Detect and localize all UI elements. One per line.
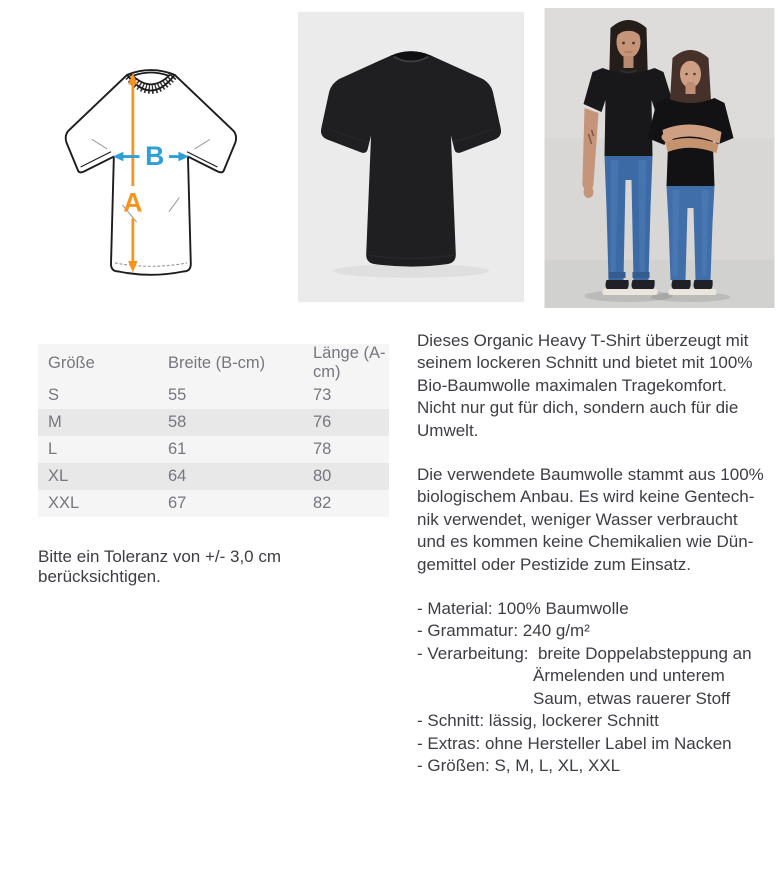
cell-width: 55 bbox=[158, 382, 303, 409]
product-specs-list bbox=[417, 598, 769, 777]
size-diagram-image[interactable] bbox=[16, 8, 282, 308]
cell-width: 64 bbox=[158, 463, 303, 490]
spec-line: - Grammatur: 240 g/m² bbox=[417, 621, 590, 641]
column-header-width: Breite (B-cm) bbox=[158, 344, 303, 382]
models-photo[interactable] bbox=[544, 8, 775, 308]
column-header-length: Länge (A-cm) bbox=[303, 344, 389, 382]
size-table-row bbox=[38, 463, 389, 490]
product-info-section bbox=[0, 331, 777, 777]
label-b: B bbox=[145, 141, 165, 172]
description-line: gemittel oder Pestizide zum Einsatz. bbox=[417, 554, 692, 574]
size-table-row bbox=[38, 436, 389, 463]
tolerance-note: Bitte ein Toleranz von +/- 3,0 cm berücksichtigen. bbox=[38, 547, 282, 586]
size-table-row bbox=[38, 490, 389, 517]
size-table-row bbox=[38, 409, 389, 436]
product-photo[interactable] bbox=[298, 8, 524, 306]
cell-length: 80 bbox=[303, 463, 389, 490]
spec-line: - Material: 100% Baumwolle bbox=[417, 599, 629, 619]
column-header-size: Größe bbox=[38, 344, 158, 382]
spec-line: Saum, etwas rauerer Stoff bbox=[533, 688, 731, 708]
cell-size: XXL bbox=[38, 490, 158, 517]
cell-length: 78 bbox=[303, 436, 389, 463]
description-paragraph-1 bbox=[417, 330, 769, 442]
description-line: Die verwendete Baumwolle stammt aus 100% bbox=[417, 465, 764, 485]
description-line: und es kommen keine Chemikalien wie Dün- bbox=[417, 532, 754, 552]
description-paragraph-2 bbox=[417, 464, 769, 576]
cell-size: L bbox=[38, 436, 158, 463]
spec-line: - Extras: ohne Hersteller Label im Nacken bbox=[417, 733, 732, 753]
cell-width: 58 bbox=[158, 409, 303, 436]
size-chart-column bbox=[38, 344, 389, 587]
description-line: Bio-Baumwolle maximalen Tragekomfort. bbox=[417, 375, 727, 395]
size-table bbox=[38, 344, 389, 517]
size-table-header-row bbox=[38, 344, 389, 382]
black-tshirt-photo bbox=[298, 8, 524, 306]
description-line: seinem lockeren Schnitt und bietet mit 100% bbox=[417, 353, 753, 373]
spec-line: - Größen: S, M, L, XL, XXL bbox=[417, 755, 621, 775]
tshirt-measurement-diagram bbox=[35, 42, 263, 292]
cell-length: 73 bbox=[303, 382, 389, 409]
description-line: Nicht nur gut für dich, sondern auch für die bbox=[417, 398, 739, 418]
product-description bbox=[417, 330, 769, 777]
cell-length: 82 bbox=[303, 490, 389, 517]
description-line: Dieses Organic Heavy T-Shirt überzeugt mit bbox=[417, 331, 749, 350]
cell-size: M bbox=[38, 409, 158, 436]
spec-line: - Schnitt: lässig, lockerer Schnitt bbox=[417, 711, 659, 731]
label-a: A bbox=[123, 187, 143, 218]
spec-line: - Verarbeitung: breite Doppelabsteppung an bbox=[417, 643, 752, 663]
cell-size: XL bbox=[38, 463, 158, 490]
tshirt-outline bbox=[66, 70, 236, 275]
spec-line: Ärmelenden und unterem bbox=[533, 666, 725, 686]
cell-length: 76 bbox=[303, 409, 389, 436]
description-line: nik verwendet, weniger Wasser verbraucht bbox=[417, 509, 738, 529]
cell-size: S bbox=[38, 382, 158, 409]
size-table-row bbox=[38, 382, 389, 409]
product-image-row bbox=[0, 0, 777, 308]
description-line: Umwelt. bbox=[417, 420, 479, 440]
two-models-photo bbox=[544, 8, 775, 308]
description-line: biologischem Anbau. Es wird keine Gentech- bbox=[417, 487, 755, 507]
cell-width: 61 bbox=[158, 436, 303, 463]
cell-width: 67 bbox=[158, 490, 303, 517]
